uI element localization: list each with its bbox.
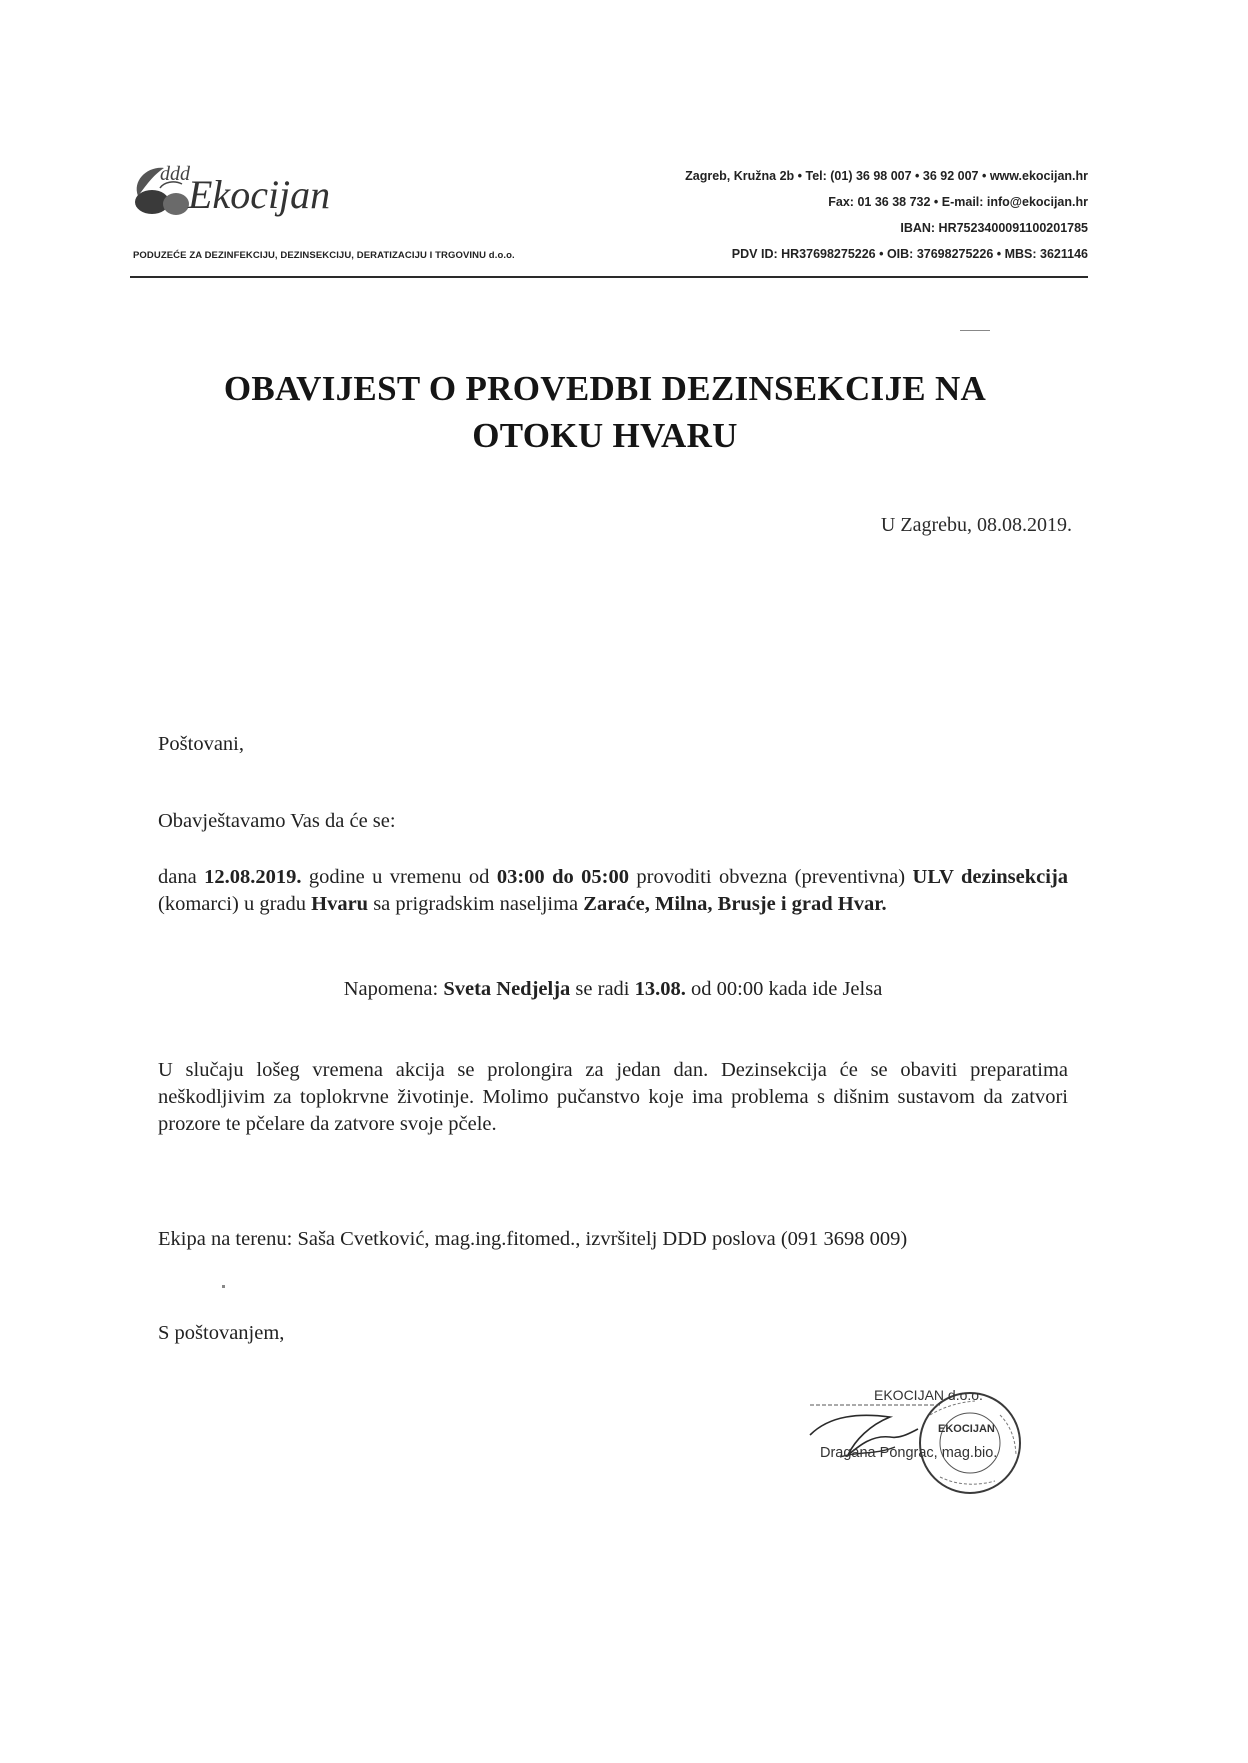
signer-name: Dragana Pongrac, mag.bio. xyxy=(820,1445,998,1461)
document-title xyxy=(150,365,1060,459)
note-text-1: Napomena: xyxy=(343,978,444,1000)
note-text-3: od 00:00 kada ide Jelsa xyxy=(685,978,883,1000)
contact-fax-line: Fax: 01 36 38 732 • E-mail: info@ekocijan.hr xyxy=(828,195,1088,209)
scan-mark xyxy=(222,1285,225,1288)
main-text-2: godine u vremenu od xyxy=(301,866,497,888)
note-text-2: se radi xyxy=(570,978,635,1000)
main-date: 12.08.2019. xyxy=(204,866,302,888)
main-city: Hvaru xyxy=(311,893,369,915)
stamp-circle xyxy=(920,1393,1020,1493)
contact-block xyxy=(685,163,1088,267)
note-place: Sveta Nedjelja xyxy=(443,978,571,1000)
stamp-text: EKOCIJAN xyxy=(938,1423,995,1435)
stamp-company-label: EKOCIJAN d.o.o. xyxy=(874,1387,983,1403)
main-paragraph xyxy=(158,864,1068,918)
warning-paragraph: U slučaju lošeg vremena akcija se prolongira za jedan dan. Dezinsekcija će se obaviti preparatima neškodljivim za toplokrvne životinje. Molimo pučanstvo koje ima problema s dišnim sustavom da zatvori prozore te pčelare da zatvore svoje pčele. xyxy=(158,1059,1068,1135)
salutation: Poštovani, xyxy=(158,733,244,755)
main-text-3: provoditi obvezna (preventivna) xyxy=(628,866,913,888)
stamp-inner-circle xyxy=(940,1413,1000,1473)
main-text-5: sa prigradskim naseljima xyxy=(368,893,584,915)
main-time: 03:00 do 05:00 xyxy=(496,866,629,888)
title-line-1: OBAVIJEST O PROVEDBI DEZINSEKCIJE NA xyxy=(223,369,987,408)
main-text-4: (komarci) u gradu xyxy=(158,893,312,915)
contact-address-line: Zagreb, Kružna 2b • Tel: (01) 36 98 007 • 36 92 007 • www.ekocijan.hr xyxy=(685,169,1088,183)
note-date: 13.08. xyxy=(634,978,686,1000)
main-method: ULV dezinsekcija xyxy=(912,866,1069,888)
logo-name: Ekocijan xyxy=(188,172,331,217)
company-logo-graphic xyxy=(130,158,430,238)
main-text-1: dana xyxy=(158,866,205,888)
header-divider xyxy=(130,276,1088,278)
contact-tax-line: PDV ID: HR37698275226 • OIB: 37698275226 • MBS: 3621146 xyxy=(731,247,1088,261)
note-line xyxy=(158,978,1068,1001)
main-settlements: Zaraće, Milna, Brusje i grad Hvar. xyxy=(583,893,887,915)
title-line-2: OTOKU HVARU xyxy=(472,416,738,455)
company-logo xyxy=(130,158,430,238)
signature-block xyxy=(800,1385,1080,1495)
intro-text: Obavještavamo Vas da će se: xyxy=(158,810,396,832)
document-date: U Zagrebu, 08.08.2019. xyxy=(880,514,1072,536)
closing: S poštovanjem, xyxy=(158,1322,285,1344)
scan-mark xyxy=(960,330,990,331)
logo-prefix: ddd xyxy=(160,163,190,185)
crew-line: Ekipa na terenu: Saša Cvetković, mag.ing.fitomed., izvršitelj DDD poslova (091 3698 009) xyxy=(158,1228,908,1250)
contact-iban-line: IBAN: HR7523400091100201785 xyxy=(900,221,1088,235)
company-description: PODUZEĆE ZA DEZINFEKCIJU, DEZINSEKCIJU, DERATIZACIJU I TRGOVINU d.o.o. xyxy=(133,250,515,261)
